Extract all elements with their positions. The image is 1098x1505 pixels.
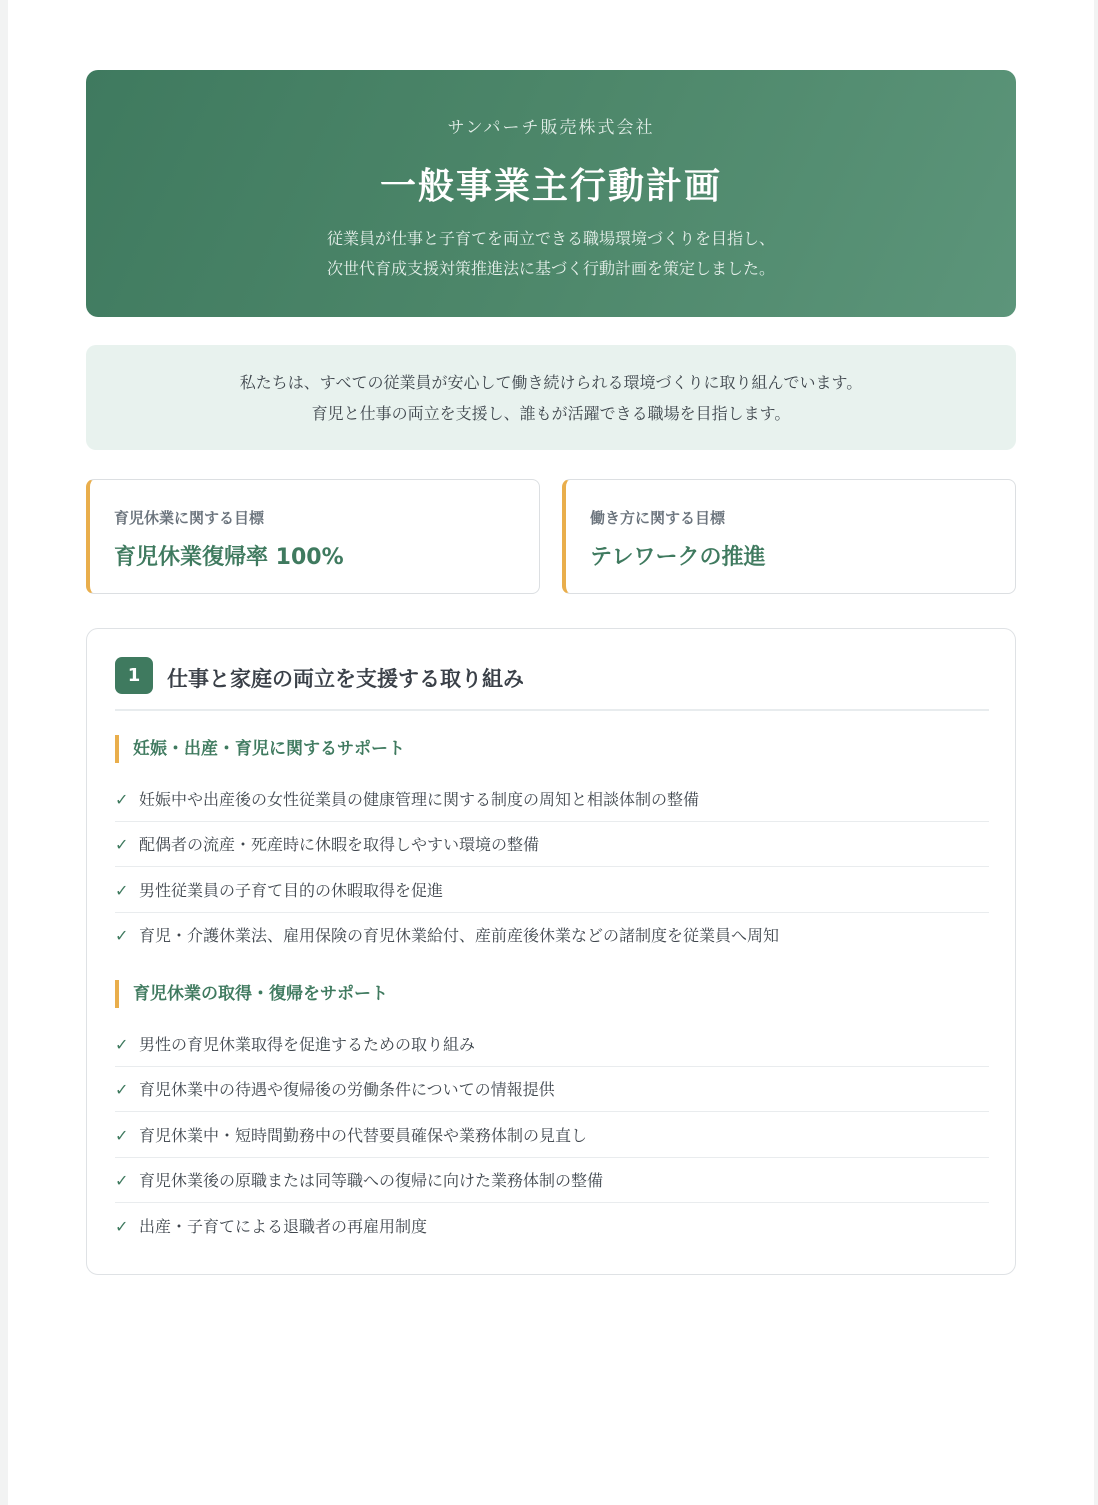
subsection-heading: 育児休業の取得・復帰をサポート bbox=[115, 980, 388, 1008]
goal-value: テレワークの推進 bbox=[590, 545, 766, 570]
subsection-heading: 妊娠・出産・育児に関するサポート bbox=[115, 735, 405, 763]
check-icon: ✓ bbox=[115, 835, 129, 854]
section-title: 仕事と家庭の両立を支援する取り組み bbox=[167, 667, 524, 691]
check-icon: ✓ bbox=[115, 1171, 129, 1190]
company-name: サンパーチ販売株式会社 bbox=[447, 118, 655, 138]
list-item-text: 出産・子育てによる退職者の再雇用制度 bbox=[139, 1217, 428, 1236]
goal-label: 育児休業に関する目標 bbox=[114, 509, 265, 527]
list-item-text: 配偶者の流産・死産時に休暇を取得しやすい環境の整備 bbox=[139, 835, 540, 854]
check-icon: ✓ bbox=[115, 1126, 129, 1145]
check-icon: ✓ bbox=[115, 1080, 129, 1099]
list-item-text: 男性の育児休業取得を促進するための取り組み bbox=[139, 1035, 476, 1054]
list-item bbox=[115, 1022, 989, 1067]
list-item-text: 育児休業中・短時間勤務中の代替要員確保や業務体制の見直し bbox=[139, 1126, 588, 1145]
header-banner bbox=[86, 70, 1016, 317]
check-icon: ✓ bbox=[115, 926, 129, 945]
list-item bbox=[115, 1158, 989, 1203]
list-item-text: 育児・介護休業法、雇用保険の育児休業給付、産前産後休業などの諸制度を従業員へ周知 bbox=[139, 926, 780, 945]
list-item bbox=[115, 868, 989, 913]
section-divider bbox=[115, 709, 989, 711]
goal-value: 育児休業復帰率 100% bbox=[114, 545, 344, 570]
list-item-text: 育児休業後の原職または同等職への復帰に向けた業務体制の整備 bbox=[139, 1171, 604, 1190]
intro-message bbox=[86, 345, 1016, 450]
list-item bbox=[115, 1204, 989, 1249]
check-icon: ✓ bbox=[115, 790, 129, 809]
goal-card-childcare bbox=[86, 479, 540, 594]
section-card bbox=[86, 628, 1016, 1275]
list-item bbox=[115, 822, 989, 867]
header-description bbox=[86, 224, 1016, 284]
header-description-line: 次世代育成支援対策推進法に基づく行動計画を策定しました。 bbox=[326, 259, 775, 278]
page bbox=[8, 0, 1094, 1505]
goal-card-workstyle bbox=[562, 479, 1016, 594]
list-item-text: 妊娠中や出産後の女性従業員の健康管理に関する制度の周知と相談体制の整備 bbox=[139, 790, 700, 809]
goal-label: 働き方に関する目標 bbox=[590, 509, 726, 527]
check-icon: ✓ bbox=[115, 1035, 129, 1054]
list-item bbox=[115, 913, 989, 958]
header-description-line: 従業員が仕事と子育てを両立できる職場環境づくりを目指し、 bbox=[326, 229, 775, 248]
list-item-text: 育児休業中の待遇や復帰後の労働条件についての情報提供 bbox=[139, 1080, 555, 1099]
intro-line: 育児と仕事の両立を支援し、誰もが活躍できる職場を目指します。 bbox=[311, 404, 791, 423]
section-number-badge: 1 bbox=[115, 657, 153, 694]
check-icon: ✓ bbox=[115, 881, 129, 900]
list-item bbox=[115, 777, 989, 822]
intro-line: 私たちは、すべての従業員が安心して働き続けられる環境づくりに取り組んでいます。 bbox=[239, 373, 863, 392]
page-title: 一般事業主行動計画 bbox=[379, 166, 722, 207]
list-item bbox=[115, 1113, 989, 1158]
list-item bbox=[115, 1067, 989, 1112]
list-item-text: 男性従業員の子育て目的の休暇取得を促進 bbox=[139, 881, 444, 900]
check-icon: ✓ bbox=[115, 1217, 129, 1236]
